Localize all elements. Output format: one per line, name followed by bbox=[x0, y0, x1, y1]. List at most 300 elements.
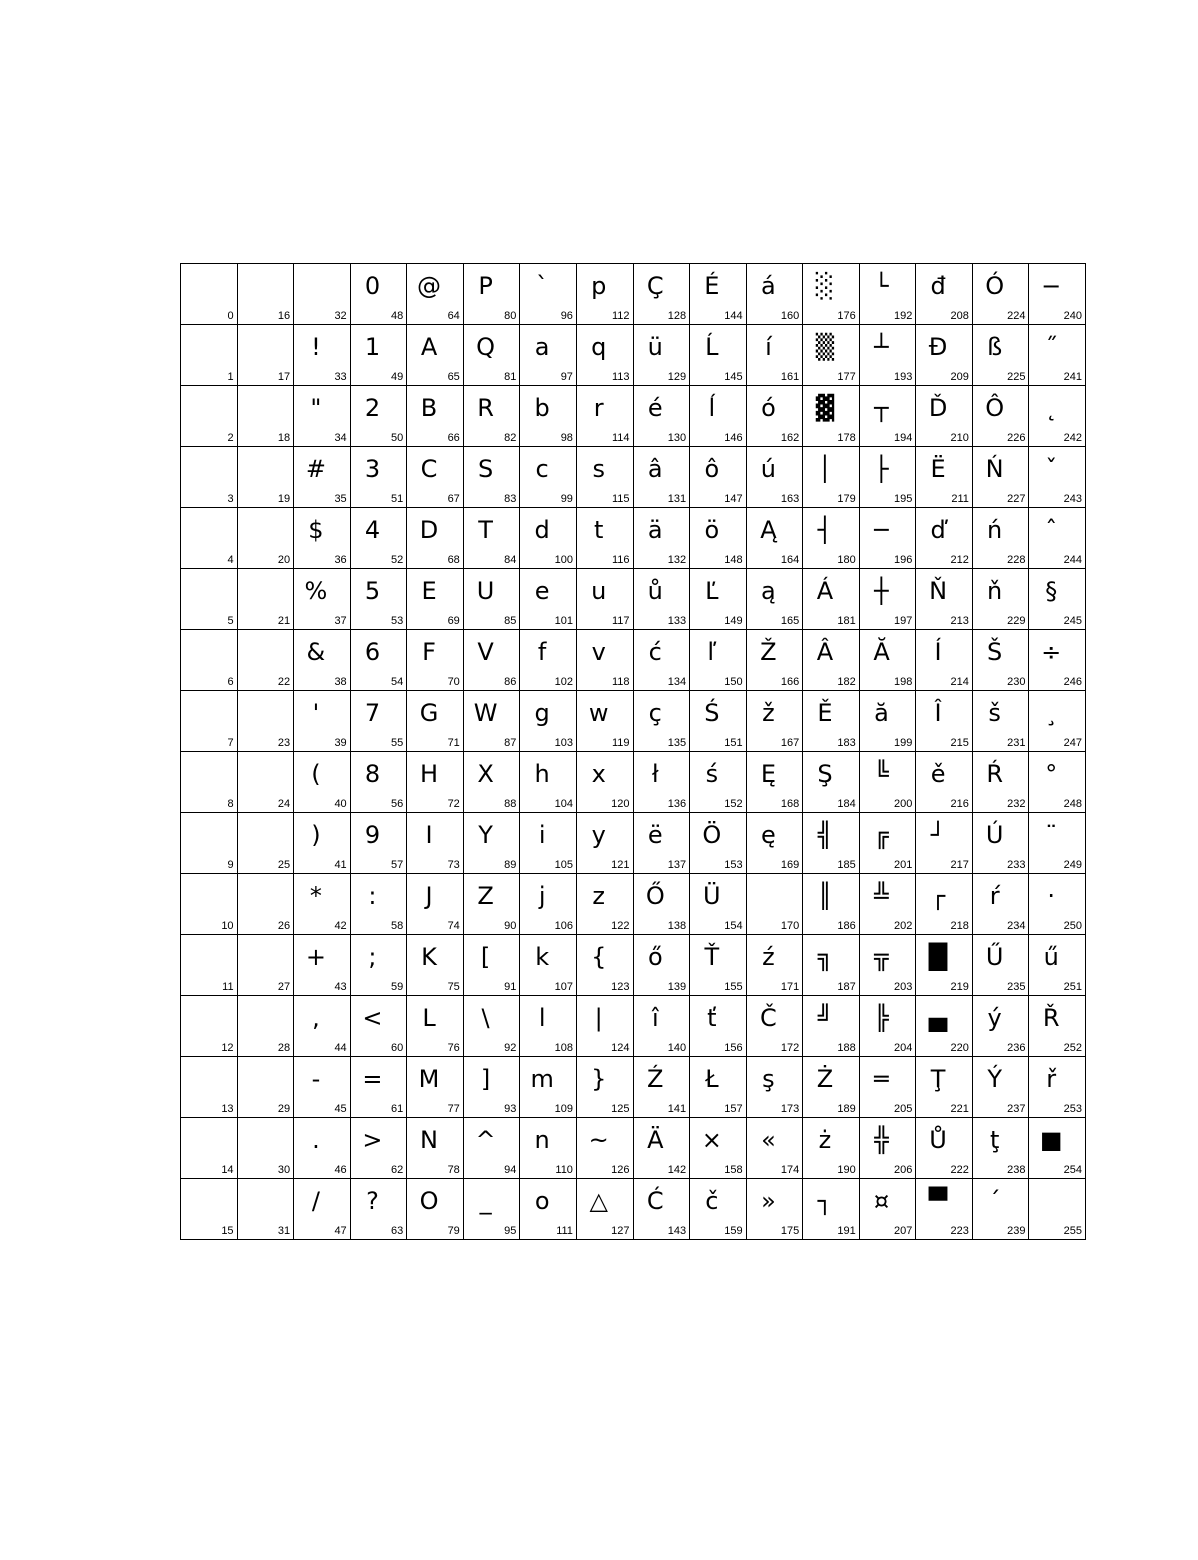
char-cell bbox=[294, 1057, 351, 1118]
char-glyph: n bbox=[534, 1126, 550, 1154]
char-code: 225 bbox=[1007, 371, 1026, 383]
char-cell bbox=[1029, 1118, 1086, 1179]
char-glyph: í bbox=[765, 333, 772, 361]
char-code: 1 bbox=[227, 371, 234, 383]
char-glyph: ĺ bbox=[708, 394, 716, 422]
char-cell bbox=[860, 630, 917, 691]
char-code: 66 bbox=[447, 432, 460, 444]
char-code: 226 bbox=[1007, 432, 1026, 444]
char-cell bbox=[747, 447, 804, 508]
char-glyph: e bbox=[534, 577, 550, 605]
char-cell bbox=[238, 1118, 295, 1179]
char-glyph: ď bbox=[930, 516, 946, 544]
char-glyph: Ź bbox=[647, 1065, 664, 1093]
char-cell bbox=[294, 508, 351, 569]
char-cell bbox=[973, 447, 1030, 508]
char-code: 200 bbox=[893, 798, 913, 810]
char-code: 29 bbox=[277, 1103, 291, 1115]
char-code: 70 bbox=[447, 676, 460, 688]
char-code: 198 bbox=[893, 676, 913, 688]
char-cell bbox=[520, 874, 577, 935]
char-cell bbox=[407, 630, 464, 691]
char-cell bbox=[351, 508, 408, 569]
char-code: 142 bbox=[667, 1164, 687, 1176]
char-code: 207 bbox=[893, 1225, 913, 1237]
char-cell bbox=[803, 325, 860, 386]
char-glyph: " bbox=[310, 394, 322, 422]
char-code: 58 bbox=[391, 920, 404, 932]
char-code: 204 bbox=[893, 1042, 913, 1054]
char-code: 143 bbox=[667, 1225, 687, 1237]
char-code: 187 bbox=[837, 981, 856, 993]
char-glyph: o bbox=[534, 1187, 550, 1215]
char-code: 245 bbox=[1063, 615, 1082, 627]
char-code: 109 bbox=[554, 1103, 573, 1115]
char-glyph: ┌ bbox=[930, 882, 946, 910]
char-glyph: g bbox=[534, 699, 550, 727]
char-cell bbox=[860, 508, 917, 569]
char-code: 183 bbox=[837, 737, 856, 749]
char-cell bbox=[464, 1118, 521, 1179]
char-code: 175 bbox=[780, 1225, 800, 1237]
char-glyph: d bbox=[534, 516, 550, 544]
char-code: 251 bbox=[1063, 981, 1082, 993]
char-cell bbox=[294, 447, 351, 508]
char-code: 124 bbox=[611, 1042, 630, 1054]
char-cell bbox=[520, 813, 577, 874]
char-glyph: ŕ bbox=[989, 882, 1000, 910]
char-cell bbox=[520, 447, 577, 508]
char-code: 56 bbox=[391, 798, 404, 810]
char-code: 61 bbox=[391, 1103, 404, 1115]
char-glyph: ˆ bbox=[1045, 516, 1058, 544]
char-glyph: N bbox=[420, 1126, 438, 1154]
char-glyph: ó bbox=[761, 394, 776, 422]
char-glyph: W bbox=[473, 699, 498, 727]
char-glyph: ý bbox=[987, 1004, 1002, 1032]
char-code: 72 bbox=[447, 798, 460, 810]
char-cell bbox=[520, 325, 577, 386]
char-code: 131 bbox=[667, 493, 687, 505]
char-code: 95 bbox=[504, 1225, 517, 1237]
char-code: 65 bbox=[447, 371, 460, 383]
char-cell bbox=[577, 264, 634, 325]
char-code: 97 bbox=[560, 371, 573, 383]
char-code: 244 bbox=[1063, 554, 1082, 566]
char-cell bbox=[634, 386, 691, 447]
char-cell bbox=[860, 874, 917, 935]
char-cell bbox=[803, 935, 860, 996]
char-cell bbox=[577, 325, 634, 386]
char-glyph: š bbox=[988, 699, 1001, 727]
char-glyph: │ bbox=[817, 455, 833, 483]
char-code: 59 bbox=[391, 981, 404, 993]
char-glyph: B bbox=[420, 394, 438, 422]
char-cell bbox=[294, 264, 351, 325]
char-code: 196 bbox=[893, 554, 913, 566]
char-code: 74 bbox=[447, 920, 460, 932]
char-cell bbox=[407, 1118, 464, 1179]
char-code: 238 bbox=[1007, 1164, 1026, 1176]
char-cell bbox=[238, 508, 295, 569]
char-glyph: R bbox=[477, 394, 494, 422]
char-code: 88 bbox=[504, 798, 517, 810]
char-code: 168 bbox=[780, 798, 800, 810]
char-code: 229 bbox=[1007, 615, 1026, 627]
char-code: 155 bbox=[724, 981, 743, 993]
char-cell bbox=[351, 752, 408, 813]
char-cell bbox=[407, 386, 464, 447]
char-cell bbox=[690, 325, 747, 386]
char-glyph: y bbox=[591, 821, 606, 849]
char-cell bbox=[577, 508, 634, 569]
char-glyph: Đ bbox=[928, 333, 948, 361]
char-cell bbox=[181, 874, 238, 935]
char-code: 165 bbox=[780, 615, 800, 627]
char-code: 30 bbox=[277, 1164, 291, 1176]
char-code: 127 bbox=[611, 1225, 630, 1237]
char-cell bbox=[1029, 874, 1086, 935]
char-glyph: Ń bbox=[985, 455, 1004, 483]
char-cell bbox=[520, 1179, 577, 1240]
char-code: 208 bbox=[950, 310, 969, 322]
char-code: 135 bbox=[667, 737, 687, 749]
char-glyph: ˇ bbox=[1045, 455, 1058, 483]
char-cell bbox=[520, 935, 577, 996]
char-cell bbox=[1029, 1179, 1086, 1240]
char-cell bbox=[747, 508, 804, 569]
char-cell bbox=[973, 996, 1030, 1057]
char-cell bbox=[803, 569, 860, 630]
char-code: 219 bbox=[950, 981, 969, 993]
char-cell bbox=[973, 630, 1030, 691]
char-code: 99 bbox=[560, 493, 573, 505]
char-code: 64 bbox=[447, 310, 460, 322]
char-glyph: ┐ bbox=[817, 1187, 833, 1215]
char-cell bbox=[860, 264, 917, 325]
char-cell bbox=[464, 996, 521, 1057]
char-cell bbox=[181, 569, 238, 630]
char-cell bbox=[1029, 1057, 1086, 1118]
char-glyph: X bbox=[477, 760, 494, 788]
char-glyph: Ů bbox=[929, 1126, 947, 1154]
char-cell bbox=[916, 264, 973, 325]
char-cell bbox=[181, 386, 238, 447]
char-glyph: Ó bbox=[985, 272, 1005, 300]
char-glyph: § bbox=[1045, 577, 1058, 605]
char-glyph: & bbox=[306, 638, 326, 666]
char-glyph: ˝ bbox=[1045, 333, 1058, 361]
char-glyph: é bbox=[647, 394, 663, 422]
char-code: 141 bbox=[667, 1103, 687, 1115]
char-code: 145 bbox=[724, 371, 743, 383]
char-cell bbox=[407, 752, 464, 813]
char-glyph: Ĺ bbox=[705, 333, 719, 361]
char-code: 128 bbox=[667, 310, 687, 322]
char-cell bbox=[407, 447, 464, 508]
char-code: 169 bbox=[780, 859, 800, 871]
char-glyph: Ť bbox=[704, 943, 720, 971]
char-glyph: Ö bbox=[702, 821, 722, 849]
char-glyph: Ý bbox=[987, 1065, 1002, 1093]
char-code: 92 bbox=[504, 1042, 517, 1054]
char-cell bbox=[634, 874, 691, 935]
char-code: 2 bbox=[227, 432, 234, 444]
char-cell bbox=[973, 569, 1030, 630]
char-glyph: ° bbox=[1045, 760, 1058, 788]
char-glyph: - bbox=[311, 1065, 321, 1093]
char-code: 166 bbox=[780, 676, 800, 688]
char-cell bbox=[407, 1179, 464, 1240]
char-glyph: ¤ bbox=[873, 1187, 890, 1215]
char-cell bbox=[238, 752, 295, 813]
char-code: 122 bbox=[611, 920, 630, 932]
char-cell bbox=[520, 996, 577, 1057]
char-cell bbox=[520, 264, 577, 325]
char-cell bbox=[351, 630, 408, 691]
char-cell bbox=[351, 874, 408, 935]
char-glyph: └ bbox=[874, 272, 889, 300]
char-code: 234 bbox=[1007, 920, 1026, 932]
char-cell bbox=[520, 1057, 577, 1118]
char-glyph: ; bbox=[368, 943, 377, 971]
char-code: 232 bbox=[1007, 798, 1026, 810]
char-cell bbox=[916, 447, 973, 508]
char-glyph: ┴ bbox=[874, 333, 889, 361]
char-glyph: ┬ bbox=[874, 394, 889, 422]
char-glyph: ă bbox=[874, 699, 889, 727]
char-cell bbox=[351, 1118, 408, 1179]
char-cell bbox=[1029, 447, 1086, 508]
char-glyph: i bbox=[538, 821, 546, 849]
char-code: 107 bbox=[554, 981, 573, 993]
char-cell bbox=[634, 813, 691, 874]
char-code: 11 bbox=[222, 981, 234, 993]
char-glyph: ő bbox=[647, 943, 663, 971]
char-cell bbox=[916, 386, 973, 447]
char-glyph: 1 bbox=[364, 333, 381, 361]
char-cell bbox=[351, 1057, 408, 1118]
char-glyph: Č bbox=[760, 1004, 777, 1032]
char-cell bbox=[860, 752, 917, 813]
char-cell bbox=[294, 1118, 351, 1179]
char-cell bbox=[747, 752, 804, 813]
char-glyph: î bbox=[651, 1004, 659, 1032]
char-code: 163 bbox=[780, 493, 800, 505]
char-cell bbox=[1029, 508, 1086, 569]
char-code: 136 bbox=[667, 798, 687, 810]
char-code: 80 bbox=[504, 310, 517, 322]
char-cell bbox=[351, 1179, 408, 1240]
char-glyph: Ŕ bbox=[986, 760, 1003, 788]
char-cell bbox=[351, 386, 408, 447]
char-code: 140 bbox=[667, 1042, 687, 1054]
char-cell bbox=[634, 1118, 691, 1179]
char-glyph: Î bbox=[934, 699, 942, 727]
char-code: 210 bbox=[950, 432, 969, 444]
char-code: 176 bbox=[837, 310, 856, 322]
char-glyph: ť bbox=[707, 1004, 717, 1032]
char-code: 213 bbox=[950, 615, 969, 627]
char-cell bbox=[407, 508, 464, 569]
char-code: 237 bbox=[1007, 1103, 1026, 1115]
char-cell bbox=[803, 386, 860, 447]
char-glyph: s bbox=[592, 455, 605, 483]
char-cell bbox=[238, 813, 295, 874]
char-glyph: 8 bbox=[364, 760, 381, 788]
char-glyph: ö bbox=[704, 516, 720, 544]
char-cell bbox=[351, 569, 408, 630]
char-cell bbox=[634, 1057, 691, 1118]
char-cell bbox=[238, 447, 295, 508]
char-glyph: 9 bbox=[364, 821, 381, 849]
char-glyph: ë bbox=[647, 821, 663, 849]
char-code: 167 bbox=[780, 737, 800, 749]
char-code: 179 bbox=[837, 493, 856, 505]
char-code: 94 bbox=[504, 1164, 517, 1176]
char-code: 41 bbox=[334, 859, 347, 871]
char-glyph: Ę bbox=[760, 760, 776, 788]
char-cell bbox=[181, 1057, 238, 1118]
char-glyph: ş bbox=[762, 1065, 775, 1093]
char-cell bbox=[916, 691, 973, 752]
char-cell bbox=[577, 630, 634, 691]
char-code: 51 bbox=[391, 493, 404, 505]
char-cell bbox=[973, 1179, 1030, 1240]
char-glyph: _ bbox=[479, 1187, 492, 1215]
char-code: 255 bbox=[1063, 1225, 1082, 1237]
char-cell bbox=[181, 996, 238, 1057]
char-glyph: ~ bbox=[588, 1126, 609, 1154]
char-cell bbox=[860, 935, 917, 996]
char-glyph: Ň bbox=[929, 577, 948, 605]
char-cell bbox=[690, 996, 747, 1057]
char-code: 82 bbox=[504, 432, 517, 444]
char-cell bbox=[690, 691, 747, 752]
char-code: 184 bbox=[837, 798, 856, 810]
char-glyph: ¨ bbox=[1045, 821, 1058, 849]
char-cell bbox=[181, 935, 238, 996]
char-cell bbox=[916, 1057, 973, 1118]
char-glyph: ┼ bbox=[874, 577, 889, 605]
char-glyph: 0 bbox=[364, 272, 381, 300]
char-code: 112 bbox=[611, 310, 630, 322]
char-glyph: $ bbox=[308, 516, 324, 544]
char-code: 115 bbox=[611, 493, 630, 505]
char-code: 211 bbox=[951, 493, 969, 505]
char-cell bbox=[973, 264, 1030, 325]
char-code: 106 bbox=[554, 920, 573, 932]
char-cell bbox=[181, 691, 238, 752]
char-code: 36 bbox=[334, 554, 347, 566]
char-code: 120 bbox=[611, 798, 630, 810]
char-code: 71 bbox=[447, 737, 460, 749]
char-cell bbox=[634, 325, 691, 386]
char-code: 93 bbox=[504, 1103, 517, 1115]
char-cell bbox=[860, 1118, 917, 1179]
char-cell bbox=[407, 874, 464, 935]
char-code: 47 bbox=[334, 1225, 347, 1237]
char-cell bbox=[464, 264, 521, 325]
char-glyph: ╗ bbox=[817, 943, 833, 971]
char-code: 16 bbox=[277, 310, 291, 322]
char-code: 154 bbox=[724, 920, 743, 932]
char-cell bbox=[803, 752, 860, 813]
char-code: 14 bbox=[221, 1164, 234, 1176]
char-cell bbox=[973, 325, 1030, 386]
char-glyph: P bbox=[478, 272, 493, 300]
char-cell bbox=[238, 996, 295, 1057]
char-glyph: Ś bbox=[704, 699, 720, 727]
char-code: 104 bbox=[554, 798, 573, 810]
char-glyph: ╝ bbox=[817, 1004, 833, 1032]
char-glyph: E bbox=[421, 577, 437, 605]
char-cell bbox=[294, 996, 351, 1057]
char-glyph: Ě bbox=[817, 699, 833, 727]
char-glyph: Ú bbox=[985, 821, 1004, 849]
char-code: 121 bbox=[611, 859, 630, 871]
char-cell bbox=[1029, 264, 1086, 325]
char-code: 139 bbox=[667, 981, 687, 993]
char-glyph: Á bbox=[816, 577, 834, 605]
char-cell bbox=[973, 874, 1030, 935]
char-glyph: Ď bbox=[928, 394, 948, 422]
char-cell bbox=[860, 386, 917, 447]
char-cell bbox=[181, 1118, 238, 1179]
char-code: 55 bbox=[391, 737, 404, 749]
char-glyph: △ bbox=[589, 1187, 608, 1215]
char-glyph: ] bbox=[480, 1065, 491, 1093]
char-cell bbox=[464, 508, 521, 569]
char-code: 39 bbox=[334, 737, 347, 749]
char-code: 209 bbox=[950, 371, 969, 383]
char-glyph: ─ bbox=[874, 516, 889, 544]
char-glyph: ┘ bbox=[930, 821, 946, 849]
char-glyph: Â bbox=[816, 638, 834, 666]
char-code: 203 bbox=[893, 981, 913, 993]
char-cell bbox=[407, 264, 464, 325]
char-glyph: / bbox=[311, 1187, 320, 1215]
char-code: 49 bbox=[391, 371, 404, 383]
char-code: 87 bbox=[504, 737, 517, 749]
char-cell bbox=[464, 691, 521, 752]
char-code: 217 bbox=[950, 859, 969, 871]
char-code: 78 bbox=[447, 1164, 460, 1176]
char-code: 235 bbox=[1007, 981, 1026, 993]
char-glyph: { bbox=[591, 943, 607, 971]
char-glyph: ┤ bbox=[817, 516, 833, 544]
char-cell bbox=[351, 264, 408, 325]
char-glyph: ▄ bbox=[928, 1004, 948, 1032]
char-glyph: █ bbox=[928, 943, 948, 971]
char-code: 63 bbox=[391, 1225, 404, 1237]
char-glyph: ć bbox=[648, 638, 662, 666]
char-cell bbox=[577, 996, 634, 1057]
char-cell bbox=[634, 508, 691, 569]
char-code: 133 bbox=[667, 615, 687, 627]
char-code: 25 bbox=[277, 859, 291, 871]
char-cell bbox=[1029, 813, 1086, 874]
char-cell bbox=[634, 630, 691, 691]
char-glyph: l bbox=[538, 1004, 546, 1032]
char-cell bbox=[577, 1118, 634, 1179]
char-code: 243 bbox=[1063, 493, 1082, 505]
char-glyph: 2 bbox=[364, 394, 381, 422]
char-cell bbox=[634, 752, 691, 813]
char-cell bbox=[520, 630, 577, 691]
char-code: 123 bbox=[611, 981, 630, 993]
char-glyph: G bbox=[419, 699, 439, 727]
